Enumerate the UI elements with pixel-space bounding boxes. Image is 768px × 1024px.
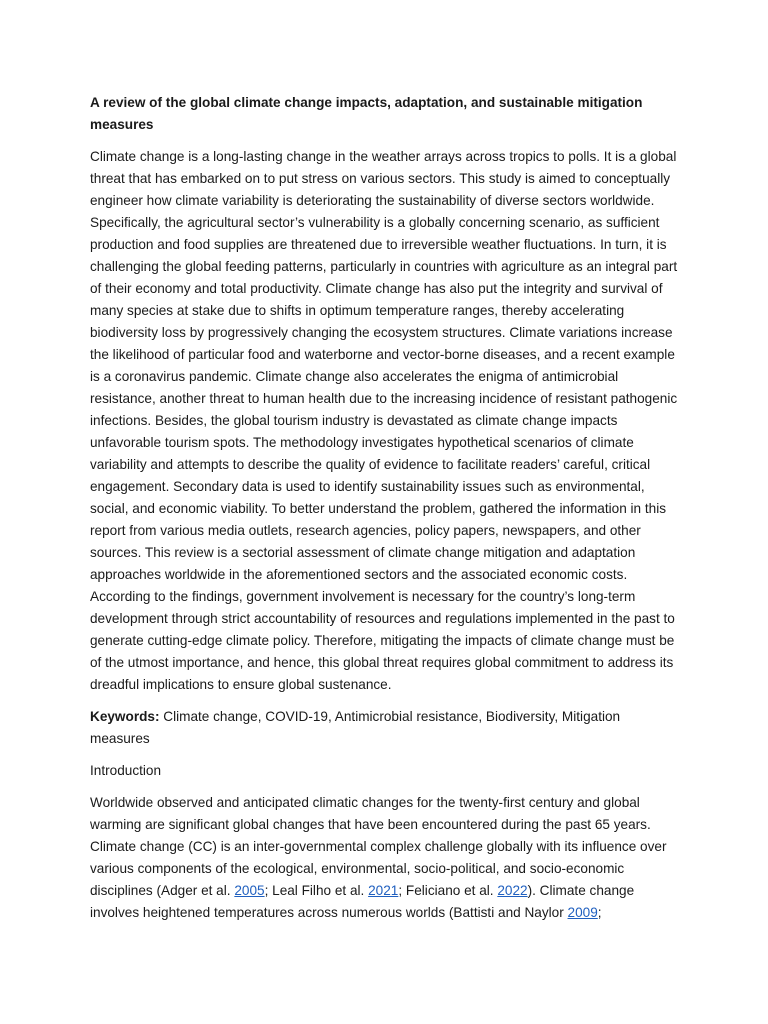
intro-text-5: ;: [597, 905, 602, 920]
keywords-paragraph: [90, 706, 680, 750]
introduction-paragraph: [90, 792, 680, 924]
document-title: A review of the global climate change impacts, adaptation, and sustainable mitigation measures: [90, 95, 643, 132]
citation-link-adger-2005[interactable]: 2005: [234, 883, 265, 898]
citation-link-battisti-2009[interactable]: 2009: [567, 905, 598, 920]
citation-link-feliciano-2022[interactable]: 2022: [497, 883, 528, 898]
intro-text-2: ; Leal Filho et al.: [264, 883, 369, 898]
intro-text-3: ; Feliciano et al.: [398, 883, 498, 898]
section-heading-introduction: Introduction: [90, 763, 162, 778]
intro-text-4: ). Climate change involves heightened temperatures across numerous worlds (Battisti and Naylor: [90, 883, 635, 920]
intro-text-1: Worldwide observed and anticipated climatic changes for the twenty-first century and global warming are significant global changes that have been encountered during the past 65 years. Climate change (CC) is an inter-governmental complex challenge globally with its influence over various components of the ecological, environmental, socio-political, and socio-economic disciplines (Adger et al.: [90, 795, 667, 898]
citation-link-leal-filho-2021[interactable]: 2021: [368, 883, 399, 898]
abstract-paragraph: Climate change is a long-lasting change in the weather arrays across tropics to polls. It is a global threat that has embarked on to put stress on various sectors. This study is aimed to conceptually engineer how climate variability is deteriorating the sustainability of diverse sectors worldwide. Specifically, the agricultural sector’s vulnerability is a globally concerning scenario, as sufficient production and food supplies are threatened due to irreversible weather fluctuations. In turn, it is challenging the global feeding patterns, particularly in countries with agriculture as an integral part of their economy and total productivity. Climate change has also put the integrity and survival of many species at stake due to shifts in optimum temperature ranges, thereby accelerating biodiversity loss by progressively changing the ecosystem structures. Climate variations increase the likelihood of particular food and waterborne and vector-borne diseases, and a recent example is a coronavirus pandemic. Climate change also accelerates the enigma of antimicrobial resistance, another threat to human health due to the increasing incidence of resistant pathogenic infections. Besides, the global tourism industry is devastated as climate change impacts unfavorable tourism spots. The methodology investigates hypothetical scenarios of climate variability and attempts to describe the quality of evidence to facilitate readers’ careful, critical engagement. Secondary data is used to identify sustainability issues such as environmental, social, and economic viability. To better understand the problem, gathered the information in this report from various media outlets, research agencies, policy papers, newspapers, and other sources. This review is a sectorial assessment of climate change mitigation and adaptation approaches worldwide in the aforementioned sectors and the associated economic costs. According to the findings, government involvement is necessary for the country’s long-term development through strict accountability of resources and regulations implemented in the past to generate cutting-edge climate policy. Therefore, mitigating the impacts of climate change must be of the utmost importance, and hence, this global threat requires global commitment to address its dreadful implications to ensure global sustenance.: [90, 149, 678, 692]
keywords-text: Climate change, COVID-19, Antimicrobial resistance, Biodiversity, Mitigation measures: [90, 709, 621, 746]
keywords-label: Keywords:: [90, 709, 160, 724]
document-page: [90, 92, 680, 934]
